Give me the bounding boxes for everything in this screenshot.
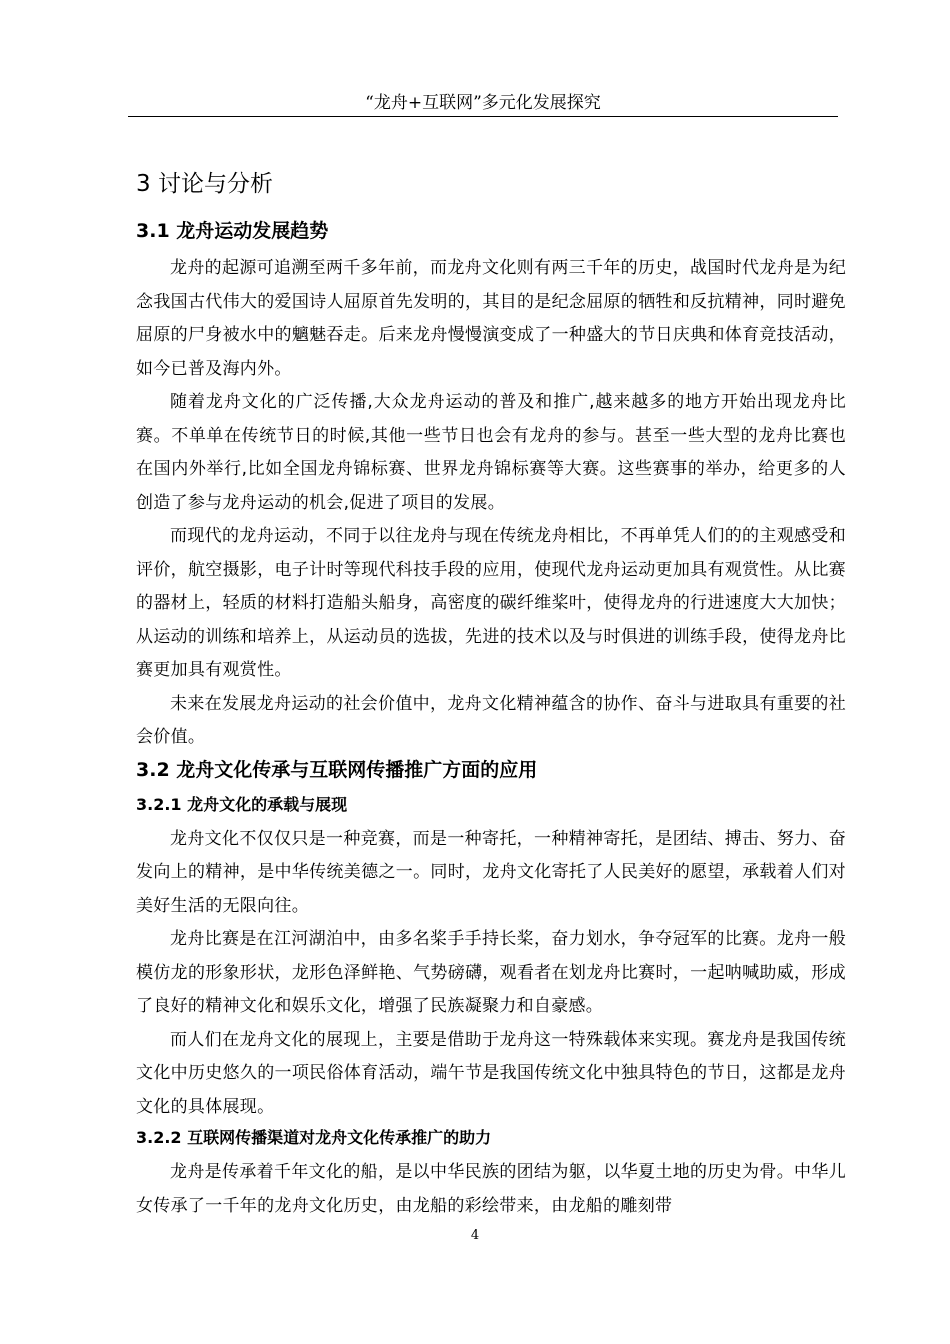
page-number: 4	[470, 1228, 480, 1243]
subsection-3-2-1-title: 3.2.1 龙舟文化的承载与展现	[136, 794, 348, 814]
section-title: 3 讨论与分析	[136, 171, 273, 197]
paragraph: 而现代的龙舟运动，不同于以往龙舟与现在传统龙舟相比，不再单凭人们的的主观感受和评价，航空摄影，电子计时等现代科技手段的应用，使现代龙舟运动更加具有观赏性。从比赛的器材上，轻质的材料打造船头船身，高密度的碳纤维桨叶，使得龙舟的行进速度大大加快；从运动的训练和培养上，从运动员的选拔，先进的技术以及与时俱进的训练手段，使得龙舟比赛更加具有观赏性。	[136, 526, 846, 680]
paragraph: 而人们在龙舟文化的展现上，主要是借助于龙舟这一特殊载体来实现。赛龙舟是我国传统文化中历史悠久的一项民俗体育活动，端午节是我国传统文化中独具特色的节日，这都是龙舟文化的具体展现。	[136, 1029, 846, 1117]
subsection-3-1-title: 3.1 龙舟运动发展趋势	[136, 220, 329, 242]
paragraph: 随着龙舟文化的广泛传播,大众龙舟运动的普及和推广,越来越多的地方开始出现龙舟比赛。不单单在传统节日的时候,其他一些节日也会有龙舟的参与。甚至一些大型的龙舟比赛也在国内外举行,比如全国龙舟锦标赛、世界龙舟锦标赛等大赛。这些赛事的举办，给更多的人创造了参与龙舟运动的机会,促进了项目的发展。	[136, 392, 846, 513]
subsection-3-2-title: 3.2 龙舟文化传承与互联网传播推广方面的应用	[136, 758, 538, 781]
header-rule	[128, 116, 838, 117]
page-body	[136, 166, 846, 1223]
paragraph: 龙舟的起源可追溯至两千多年前，而龙舟文化则有两三千年的历史，战国时代龙舟是为纪念我国古代伟大的爱国诗人屈原首先发明的，其目的是纪念屈原的牺牲和反抗精神，同时避免屈原的尸身被水中的魑魅吞走。后来龙舟慢慢演变成了一种盛大的节日庆典和体育竞技活动，如今已普及海内外。	[136, 258, 846, 379]
paragraph: 龙舟是传承着千年文化的船，是以中华民族的团结为躯，以华夏土地的历史为骨。中华儿女传承了一千年的龙舟文化历史，由龙船的彩绘带来，由龙船的雕刻带	[136, 1162, 846, 1216]
paragraph: 未来在发展龙舟运动的社会价值中，龙舟文化精神蕴含的协作、奋斗与进取具有重要的社会价值。	[136, 693, 846, 747]
paragraph: 龙舟比赛是在江河湖泊中，由多名桨手手持长桨，奋力划水，争夺冠军的比赛。龙舟一般模仿龙的形象形状，龙形色泽鲜艳、气势磅礴，观看者在划龙舟比赛时，一起呐喊助威，形成了良好的精神文化和娱乐文化，增强了民族凝聚力和自豪感。	[136, 929, 846, 1016]
paragraph: 龙舟文化不仅仅只是一种竞赛，而是一种寄托，一种精神寄托，是团结、搏击、努力、奋发向上的精神，是中华传统美德之一。同时，龙舟文化寄托了人民美好的愿望，承载着人们对美好生活的无限向往。	[136, 828, 846, 916]
running-header: “龙舟+互联网”多元化发展探究	[365, 93, 601, 113]
subsection-3-2-2-title: 3.2.2 互联网传播渠道对龙舟文化传承推广的助力	[136, 1128, 492, 1147]
